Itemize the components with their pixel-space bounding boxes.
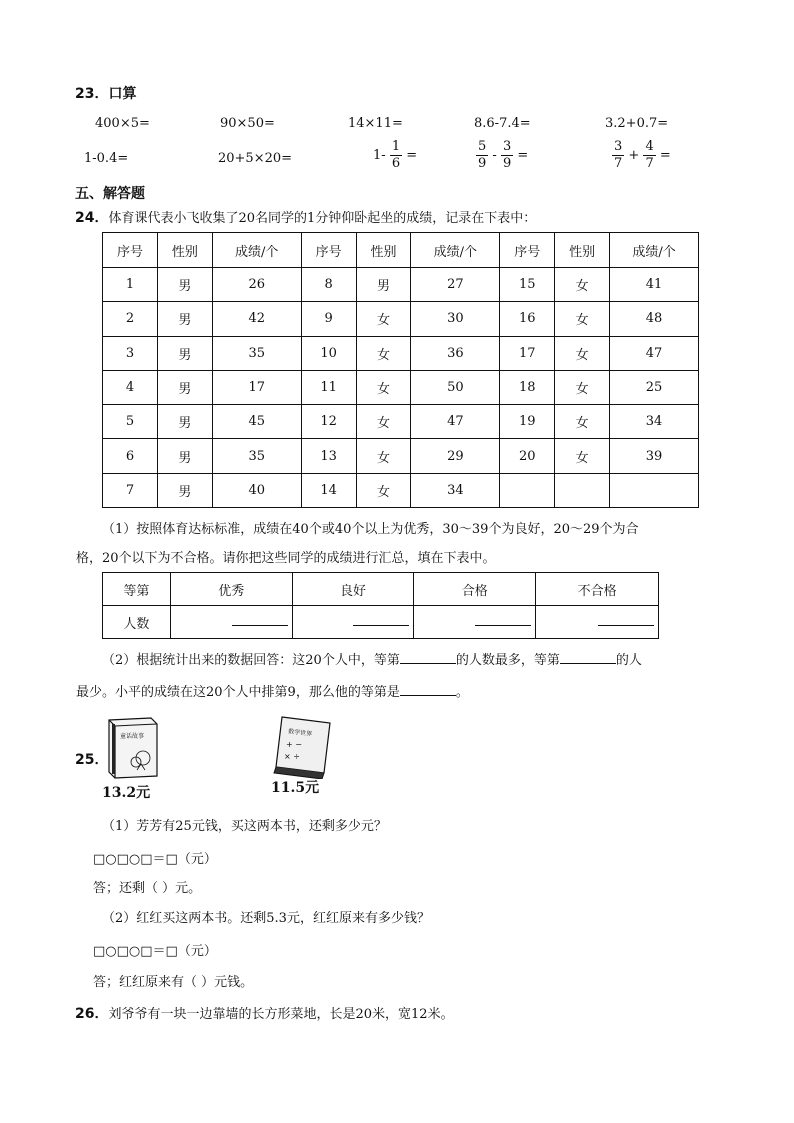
count-blank-cell	[170, 606, 292, 639]
book-cover-title: 童话故事	[120, 733, 145, 740]
score-header-cell: 序号	[103, 233, 158, 268]
table-cell: 8	[301, 268, 356, 302]
table-cell: 17	[212, 370, 301, 404]
numerator: 5	[478, 139, 487, 154]
table-cell: 20	[500, 439, 555, 473]
q24-text: 体育课代表小飞收集了20名同学的1分钟仰卧起坐的成绩，记录在下表中：	[108, 211, 537, 226]
table-cell: 2	[103, 302, 158, 336]
q26-prompt	[75, 1003, 454, 1023]
table-cell	[555, 473, 610, 507]
fraction	[501, 139, 513, 172]
part2-text: 的人数最多，等第	[455, 653, 560, 668]
answer-blank[interactable]	[475, 625, 531, 626]
table-cell: 14	[301, 473, 356, 507]
table-cell: 男	[157, 473, 212, 507]
table-cell: 女	[356, 405, 411, 439]
q23-fraction-item-1	[373, 139, 417, 172]
equals-sign: =	[659, 148, 671, 163]
part2-text: 的人	[615, 653, 642, 668]
summary-header-cell: 不合格	[536, 573, 659, 606]
denominator: 6	[391, 156, 401, 171]
table-cell: 45	[212, 405, 301, 439]
table-cell: 女	[356, 473, 411, 507]
q23-item-6: 1-0.4=	[84, 151, 129, 166]
book1-price: 13.2元	[102, 785, 151, 801]
table-cell: 41	[610, 268, 699, 302]
table-cell: 15	[500, 268, 555, 302]
table-cell: 34	[411, 473, 500, 507]
table-cell: 50	[411, 370, 500, 404]
count-blank-cell	[292, 606, 414, 639]
fraction	[390, 139, 402, 172]
q23-fraction-item-3	[612, 139, 671, 172]
answer-blank[interactable]	[353, 625, 409, 626]
table-cell: 1	[103, 268, 158, 302]
answer-blank[interactable]	[400, 663, 456, 664]
q23-item-1: 400×5=	[95, 116, 150, 131]
q23-item-2: 90×50=	[220, 116, 275, 131]
table-cell: 19	[500, 405, 555, 439]
table-cell: 男	[157, 439, 212, 473]
summary-header-row	[103, 573, 659, 606]
table-cell: 女	[555, 336, 610, 370]
q26-number: 26．	[75, 1006, 109, 1022]
table-cell: 女	[555, 268, 610, 302]
summary-header-cell: 良好	[292, 573, 414, 606]
q23-title: 口算	[108, 86, 137, 102]
table-row	[103, 302, 699, 336]
q25-equation-1: □○□○□＝□（元）	[93, 852, 217, 867]
part2-text: 。	[455, 685, 469, 700]
numerator: 4	[645, 139, 654, 154]
svg-text:+ −: + −	[286, 740, 302, 749]
q24-part2-line2	[76, 681, 469, 700]
count-blank-cell	[536, 606, 659, 639]
summary-header-cell: 等第	[103, 573, 171, 606]
score-table-body	[103, 233, 699, 508]
table-cell: 男	[157, 336, 212, 370]
table-row	[103, 370, 699, 404]
q23-item-4: 8.6-7.4=	[474, 116, 531, 131]
equals-sign: =	[406, 148, 418, 163]
table-cell: 12	[301, 405, 356, 439]
score-header-cell: 性别	[356, 233, 411, 268]
table-cell: 女	[356, 439, 411, 473]
answer-blank[interactable]	[400, 695, 456, 696]
summary-header-cell: 合格	[414, 573, 536, 606]
score-header-row	[103, 233, 699, 268]
table-cell: 17	[500, 336, 555, 370]
numerator: 3	[614, 139, 623, 154]
table-cell: 27	[411, 268, 500, 302]
table-cell: 13	[301, 439, 356, 473]
table-cell: 36	[411, 336, 500, 370]
equals-sign: =	[517, 148, 529, 163]
fraction	[643, 139, 655, 172]
table-cell: 男	[356, 268, 411, 302]
table-cell: 42	[212, 302, 301, 336]
answer-blank[interactable]	[598, 625, 654, 626]
q23-item-7: 20+5×20=	[218, 151, 293, 166]
table-cell: 女	[356, 370, 411, 404]
numerator: 1	[391, 139, 401, 154]
table-cell: 4	[103, 370, 158, 404]
score-header-cell: 性别	[555, 233, 610, 268]
q23-heading	[75, 83, 136, 103]
table-cell: 47	[411, 405, 500, 439]
score-header-cell: 成绩/个	[212, 233, 301, 268]
table-cell: 35	[212, 439, 301, 473]
table-cell: 39	[610, 439, 699, 473]
table-cell: 男	[157, 302, 212, 336]
table-cell: 6	[103, 439, 158, 473]
table-cell: 35	[212, 336, 301, 370]
q25-part1: （1）芳芳有25元钱，买这两本书，还剩多少元？	[102, 819, 387, 834]
q23-item-3: 14×11=	[348, 116, 403, 131]
q23-number: 23．	[75, 86, 109, 102]
table-cell: 7	[103, 473, 158, 507]
book-cover-title: 数学世界	[287, 728, 313, 738]
numerator: 3	[502, 139, 512, 154]
part2-text: （2）根据统计出来的数据回答：这20个人中，等第	[102, 653, 400, 668]
table-cell: 40	[212, 473, 301, 507]
table-cell: 18	[500, 370, 555, 404]
table-cell: 女	[356, 302, 411, 336]
summary-count-row	[103, 606, 659, 639]
q24-prompt	[75, 207, 536, 227]
section-title: 五、解答题	[75, 186, 145, 202]
q24-number: 24．	[75, 210, 109, 226]
book2-price: 11.5元	[271, 780, 320, 796]
table-cell: 11	[301, 370, 356, 404]
fraction	[612, 139, 624, 172]
table-cell: 男	[157, 370, 212, 404]
answer-blank[interactable]	[232, 625, 288, 626]
table-row	[103, 439, 699, 473]
fraction-prefix: 1-	[373, 148, 386, 163]
table-cell: 女	[555, 370, 610, 404]
score-header-cell: 序号	[301, 233, 356, 268]
table-row	[103, 268, 699, 302]
summary-header-cell: 优秀	[170, 573, 292, 606]
fraction	[476, 139, 488, 172]
q25-equation-2: □○□○□＝□（元）	[93, 944, 217, 959]
table-cell: 男	[157, 405, 212, 439]
table-row	[103, 405, 699, 439]
table-cell: 34	[610, 405, 699, 439]
table-cell: 47	[610, 336, 699, 370]
table-cell: 3	[103, 336, 158, 370]
score-header-cell: 性别	[157, 233, 212, 268]
table-cell: 25	[610, 370, 699, 404]
table-cell: 9	[301, 302, 356, 336]
q25-answer-2: 答；红红原来有（ ）元钱。	[93, 975, 254, 990]
table-row	[103, 473, 699, 507]
q25-part2: （2）红红买这两本书。还剩5.3元，红红原来有多少钱？	[102, 911, 430, 926]
denominator: 9	[478, 156, 487, 171]
count-blank-cell	[414, 606, 536, 639]
table-cell: 女	[555, 302, 610, 336]
math-world-book-image	[268, 713, 338, 779]
table-cell: 26	[212, 268, 301, 302]
score-header-cell: 成绩/个	[411, 233, 500, 268]
table-row	[103, 336, 699, 370]
operator: +	[628, 148, 640, 163]
table-cell	[500, 473, 555, 507]
table-cell: 女	[555, 439, 610, 473]
table-cell: 男	[157, 268, 212, 302]
operator: -	[492, 148, 497, 163]
svg-text:× ÷: × ÷	[284, 752, 300, 761]
table-cell: 5	[103, 405, 158, 439]
table-cell	[610, 473, 699, 507]
q25-answer-1: 答；还剩（ ）元。	[93, 881, 202, 896]
q24-part1-line2: 格，20个以下为不合格。请你把这些同学的成绩进行汇总，填在下表中。	[76, 551, 496, 566]
table-cell: 10	[301, 336, 356, 370]
fairy-tale-book-image	[103, 714, 163, 780]
q25-number: 25．	[75, 752, 109, 768]
summary-row-label: 人数	[103, 606, 171, 639]
table-cell: 女	[356, 336, 411, 370]
table-cell: 48	[610, 302, 699, 336]
table-cell: 女	[555, 405, 610, 439]
denominator: 7	[614, 156, 623, 171]
score-header-cell: 序号	[500, 233, 555, 268]
q23-item-5: 3.2+0.7=	[605, 116, 669, 131]
q24-part1-line1: （1）按照体育达标标准，成绩在40个或40个以上为优秀，30～39个为良好，20～29个为合	[102, 522, 639, 537]
q23-fraction-item-2	[476, 139, 528, 172]
score-table	[102, 232, 699, 508]
summary-table	[102, 572, 659, 639]
q26-text: 刘爷爷有一块一边靠墙的长方形菜地，长是20米，宽12米。	[108, 1007, 454, 1022]
score-header-cell: 成绩/个	[610, 233, 699, 268]
table-cell: 16	[500, 302, 555, 336]
table-cell: 30	[411, 302, 500, 336]
part2-text: 最少。小平的成绩在这20个人中排第9，那么他的等第是	[76, 685, 400, 700]
answer-blank[interactable]	[560, 663, 616, 664]
q24-part2-line1	[102, 649, 642, 668]
table-cell: 29	[411, 439, 500, 473]
denominator: 7	[645, 156, 654, 171]
denominator: 9	[502, 156, 512, 171]
